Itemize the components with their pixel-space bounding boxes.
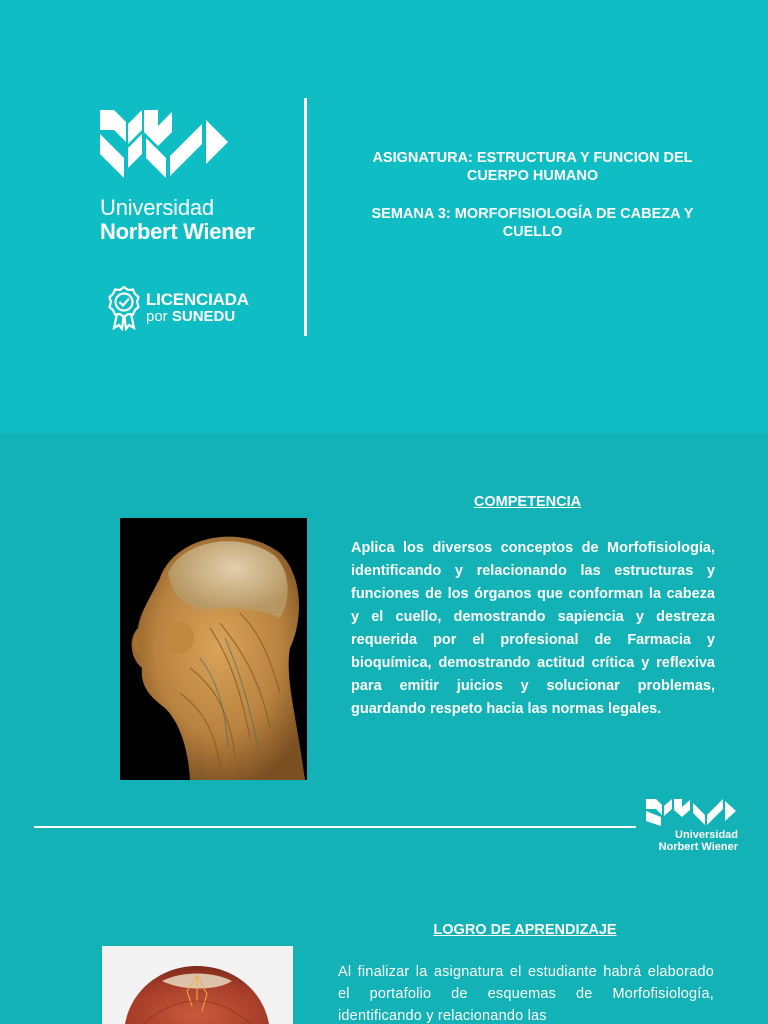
license-text [146,291,249,325]
vertical-divider [304,98,307,336]
head-muscle-photo [102,946,293,1024]
learning-outcome-slide [0,863,768,1024]
license-brand: SUNEDU [171,308,236,326]
title-slide [0,0,768,433]
course-info [345,150,720,263]
competency-slide [0,433,768,863]
course-title: ASIGNATURA: ESTRUCTURA Y FUNCION DEL CUERPO HUMANO [372,150,693,184]
university-logo-icon [645,797,737,827]
license-authority [146,309,249,325]
university-name [100,196,255,244]
competency-title: COMPETENCIA [473,494,582,510]
footer-name-line1: Universidad [675,829,738,841]
horizontal-divider [34,826,636,828]
license-badge [108,284,249,332]
license-label: LICENCIADA [146,290,249,310]
license-badge-icon [108,285,140,331]
footer-name-line2: Norbert Wiener [658,841,738,854]
head-dissection-photo [120,518,307,780]
footer-university-name [612,829,738,854]
learning-outcome-title: LOGRO DE APRENDIZAJE [433,922,617,938]
university-name-line2: Norbert Wiener [100,218,255,244]
week-title: SEMANA 3: MORFOFISIOLOGÍA DE CABEZA Y CUELLO [371,206,694,241]
university-logo-icon [98,104,234,180]
competency-text: Aplica los diversos conceptos de Morfofisiología, identificando y relacionando las estructuras y funciones de los órganos que conforman la cabeza y el cuello, demostrando sapiencia y destreza requerida por el profesional de Farmacia y bioquímica, demostrando actitud crítica y reflexiva para emitir juicios y solucionar problemas, guardando respeto hacia las normas legales. [351,540,715,717]
learning-outcome-text: Al finalizar la asignatura el estudiante habrá elaborado el portafolio de esquemas de Morfofisiología, identificando y relacionando las [338,964,714,1024]
license-prefix: por [146,308,168,326]
university-name-line1: Universidad [100,195,214,220]
